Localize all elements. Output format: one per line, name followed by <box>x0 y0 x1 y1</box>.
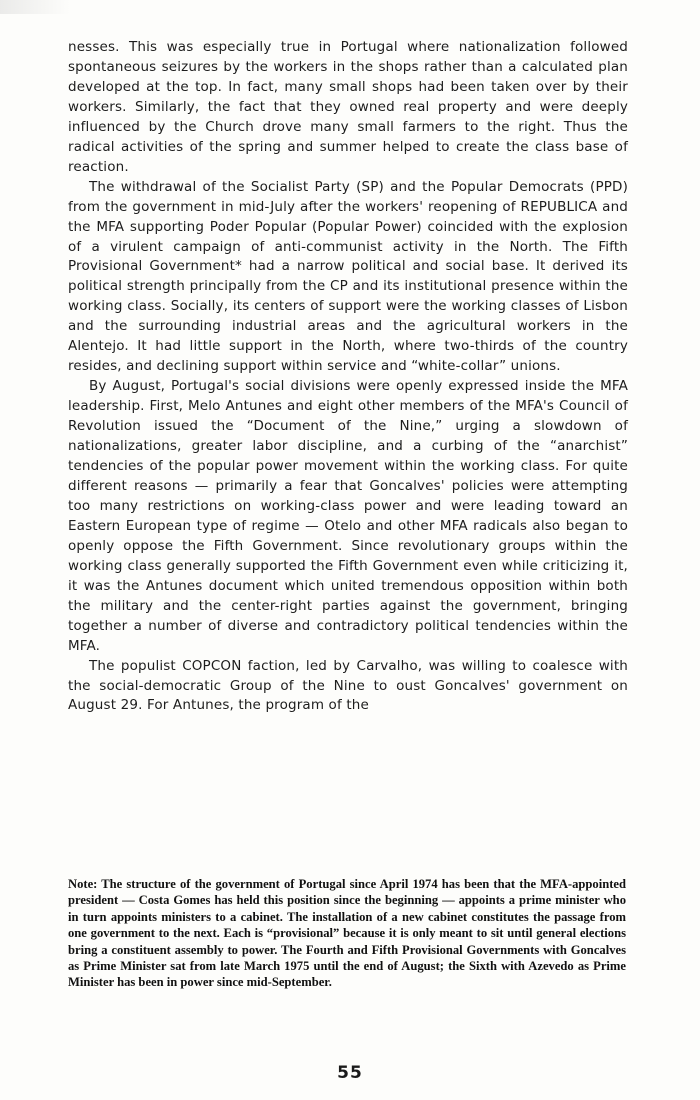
paragraph-3: By August, Portugal's social divisions were openly expressed inside the MFA leadership. First, Melo Antunes and eight other members of the MFA's Council of Revolution issued the “Document of the Nine,” urging a slowdown of nationalizations, greater labor discipline, and a curbing of the “anarchist” tendencies of the popular power movement within the working class. For quite different reasons — primarily a fear that Goncalves' policies were attempting too many restrictions on working-class power and were leading toward an Eastern European type of regime — Otelo and other MFA radicals also began to openly oppose the Fifth Government. Since revolutionary groups within the working class generally supported the Fifth Government even while criticizing it, it was the Antunes document which united tremendous opposition within both the military and the center-right parties against the government, bringing together a number of diverse and contradictory political tendencies within the MFA. <box>68 378 628 654</box>
page-number: 55 <box>337 1063 363 1083</box>
paragraph-1: nesses. This was especially true in Portugal where nationalization followed spontaneous seizures by the workers in the shops rather than a calculated plan developed at the top. In fact, many small shops had been taken over by their workers. Similarly, the fact that they owned real property and were deeply influenced by the Church drove many small farmers to the right. Thus the radical activities of the spring and summer helped to create the class base of reaction. <box>68 39 628 175</box>
body-text <box>68 38 628 716</box>
footnote-text: Note: The structure of the government of Portugal since April 1974 has been that the MFA-appointed president — Costa Gomes has held this position since the beginning — appoints a prime minister who in turn appoints ministers to a cabinet. The installation of a new cabinet constitutes the passage from one government to the next. Each is “provisional” because it is only meant to sit until general elections bring a constituent assembly to power. The Fourth and Fifth Provisional Governments with Goncalves as Prime Minister sat from late March 1975 until the end of August; the Sixth with Azevedo as Prime Minister has been in power since mid-September. <box>68 877 626 990</box>
paragraph-4: The populist COPCON faction, led by Carvalho, was willing to coalesce with the social-democratic Group of the Nine to oust Goncalves' government on August 29. For Antunes, the program of the <box>68 657 628 714</box>
paragraph-2: The withdrawal of the Socialist Party (SP) and the Popular Democrats (PPD) from the government in mid-July after the workers' reopening of REPUBLICA and the MFA supporting Poder Popular (Popular Power) coincided with the explosion of a virulent campaign of anti-communist activity in the North. The Fifth Provisional Government* had a narrow political and social base. It derived its political strength principally from the CP and its institutional presence within the working class. Socially, its centers of support were the working classes of Lisbon and the surrounding industrial areas and the agricultural workers in the Alentejo. It had little support in the North, where two-thirds of the country resides, and declining support within service and “white-collar” unions. <box>68 178 628 375</box>
footnote <box>68 876 626 991</box>
scan-edge-shadow <box>0 0 70 14</box>
